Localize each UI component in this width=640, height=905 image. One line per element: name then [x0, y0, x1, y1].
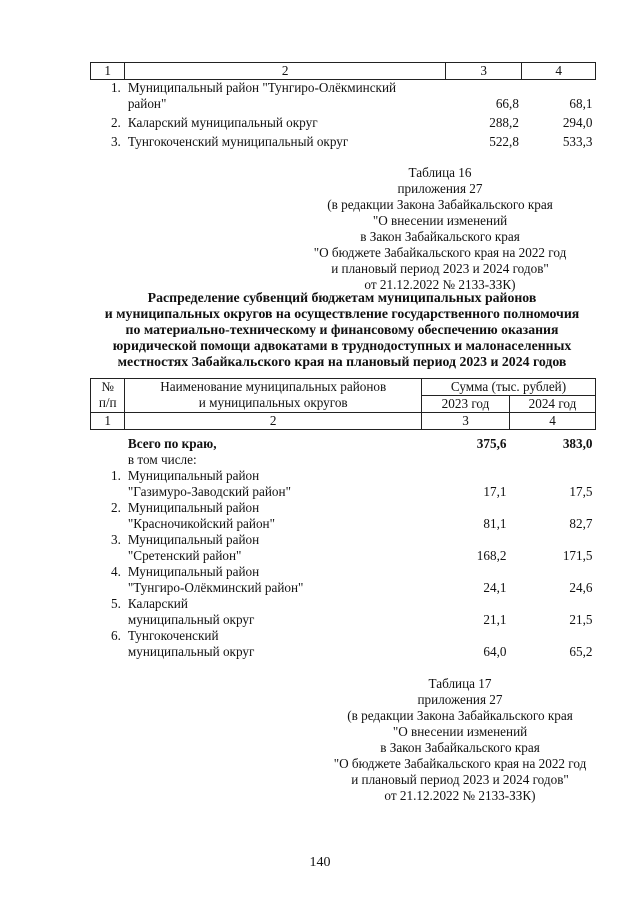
- row-number: 5.: [111, 596, 121, 611]
- index-cell: 2: [125, 413, 422, 430]
- row-name-line: "Тунгиро-Олёкминский район": [127, 580, 304, 595]
- table-row: [91, 131, 596, 150]
- row-name-line: Муниципальный район: [127, 564, 260, 579]
- table-header-row: [91, 379, 596, 396]
- caption-line: (в редакции Закона Забайкальского края: [327, 197, 553, 212]
- row-name-line: район": [127, 96, 167, 111]
- caption-line: "О внесении изменений: [372, 213, 508, 228]
- row-name: [125, 500, 422, 532]
- row-name: Каларский муниципальный округ: [127, 115, 318, 130]
- value-2023: 66,8: [495, 96, 519, 111]
- table-index-row: [91, 413, 596, 430]
- header-2024: 2024 год: [509, 396, 595, 413]
- top-table: [90, 62, 596, 150]
- row-name-line: Муниципальный район: [127, 468, 260, 483]
- index-cell: 4: [509, 413, 595, 430]
- table-row: [91, 112, 596, 131]
- including-label: в том числе:: [127, 452, 197, 467]
- row-number: 2.: [111, 500, 121, 515]
- caption-line: и плановый период 2023 и 2024 годов": [351, 772, 569, 787]
- table-row: [91, 628, 596, 660]
- header-name: [125, 379, 422, 413]
- header-number-line: №: [101, 379, 114, 394]
- value-2024: 65,2: [569, 644, 593, 659]
- caption-line: "О внесении изменений: [392, 724, 528, 739]
- index-cell: 2: [125, 63, 446, 80]
- header-sum: Сумма (тыс. рублей): [422, 379, 596, 396]
- row-name-line: муниципальный округ: [127, 612, 255, 627]
- value-2023: 168,2: [476, 548, 507, 563]
- value-2023: 17,1: [483, 484, 507, 499]
- title-line: Распределение субвенций бюджетам муниципальных районов: [147, 290, 537, 305]
- caption-line: Таблица 17: [428, 676, 492, 691]
- row-name-line: Муниципальный район: [127, 500, 260, 515]
- value-2023: 288,2: [489, 115, 519, 130]
- caption-line: (в редакции Закона Забайкальского края: [347, 708, 573, 723]
- index-cell: 1: [91, 413, 125, 430]
- section-title: [82, 290, 602, 370]
- index-cell: 3: [445, 63, 521, 80]
- row-name: [125, 596, 422, 628]
- value-2023: 64,0: [483, 644, 507, 659]
- table-row: [91, 596, 596, 628]
- value-2023: 81,1: [483, 516, 507, 531]
- row-name: [125, 532, 422, 564]
- row-number: 2.: [110, 115, 121, 130]
- table17-caption: [320, 676, 600, 804]
- value-2024: 82,7: [569, 516, 593, 531]
- value-2024: 17,5: [569, 484, 593, 499]
- row-name-line: Муниципальный район "Тунгиро-Олёкминский: [127, 80, 397, 95]
- row-number: 3.: [111, 532, 121, 547]
- caption-line: приложения 27: [397, 181, 483, 196]
- header-number: [91, 379, 125, 413]
- caption-line: Таблица 16: [408, 165, 472, 180]
- value-2023: 21,1: [483, 612, 507, 627]
- table-row: [91, 468, 596, 500]
- index-cell: 1: [91, 63, 125, 80]
- value-2023: 24,1: [483, 580, 507, 595]
- title-line: по материально-техническому и финансовому обеспечению оказания: [125, 322, 559, 337]
- value-2024: 21,5: [569, 612, 593, 627]
- table-row: [91, 564, 596, 596]
- total-row: [91, 430, 596, 453]
- caption-line: "О бюджете Забайкальского края на 2022 год: [313, 245, 567, 260]
- row-name-line: муниципальный округ: [127, 644, 255, 659]
- title-line: местностях Забайкальского края на плановый период 2023 и 2024 годов: [117, 354, 567, 369]
- row-name-line: "Сретенский район": [127, 548, 242, 563]
- total-label: Всего по краю,: [127, 436, 217, 451]
- caption-line: и плановый период 2023 и 2024 годов": [331, 261, 549, 276]
- value-2024: 533,3: [562, 134, 593, 149]
- value-2024: 68,1: [569, 96, 593, 111]
- caption-line: от 21.12.2022 № 2133-ЗЗК): [364, 277, 516, 292]
- title-line: юридической помощи адвокатами в труднодоступных и малонаселенных: [112, 338, 572, 353]
- value-2024: 294,0: [562, 115, 593, 130]
- row-name-line: "Газимуро-Заводский район": [127, 484, 291, 499]
- header-number-line: п/п: [98, 395, 117, 410]
- index-cell: 4: [522, 63, 596, 80]
- caption-line: в Закон Забайкальского края: [360, 229, 520, 244]
- row-name: [125, 628, 422, 660]
- total-2024: 383,0: [562, 436, 593, 451]
- header-name-line: Наименование муниципальных районов: [160, 379, 387, 394]
- including-row: [91, 452, 596, 468]
- caption-line: от 21.12.2022 № 2133-ЗЗК): [384, 788, 536, 803]
- row-name: Тунгокоченский муниципальный округ: [127, 134, 349, 149]
- caption-line: в Закон Забайкальского края: [380, 740, 540, 755]
- header-2023: 2023 год: [422, 396, 510, 413]
- caption-line: "О бюджете Забайкальского края на 2022 год: [333, 756, 587, 771]
- row-number: 1.: [110, 80, 121, 95]
- row-name-line: Тунгокоченский: [127, 628, 219, 643]
- value-2023: 522,8: [489, 134, 519, 149]
- row-number: 6.: [111, 628, 121, 643]
- row-name: [125, 564, 422, 596]
- value-2024: 171,5: [562, 548, 593, 563]
- row-number: 4.: [111, 564, 121, 579]
- table-row: [91, 500, 596, 532]
- row-name-line: Каларский: [127, 596, 188, 611]
- row-name: [125, 80, 446, 113]
- header-name-line: и муниципальных округов: [198, 395, 348, 410]
- value-2024: 24,6: [569, 580, 593, 595]
- row-name-line: "Красночикойский район": [127, 516, 275, 531]
- row-number: 3.: [110, 134, 121, 149]
- row-name-line: Муниципальный район: [127, 532, 260, 547]
- table-row: [91, 532, 596, 564]
- row-name: [125, 468, 422, 500]
- table-row: [91, 80, 596, 113]
- table16-caption: [300, 165, 580, 293]
- total-2023: 375,6: [476, 436, 507, 451]
- row-number: 1.: [111, 468, 121, 483]
- page-number: 140: [309, 855, 331, 870]
- index-cell: 3: [422, 413, 510, 430]
- title-line: и муниципальных округов на осуществление государственного полномочия: [104, 306, 580, 321]
- caption-line: приложения 27: [417, 692, 503, 707]
- main-table: [90, 378, 596, 660]
- table-index-row: [91, 63, 596, 80]
